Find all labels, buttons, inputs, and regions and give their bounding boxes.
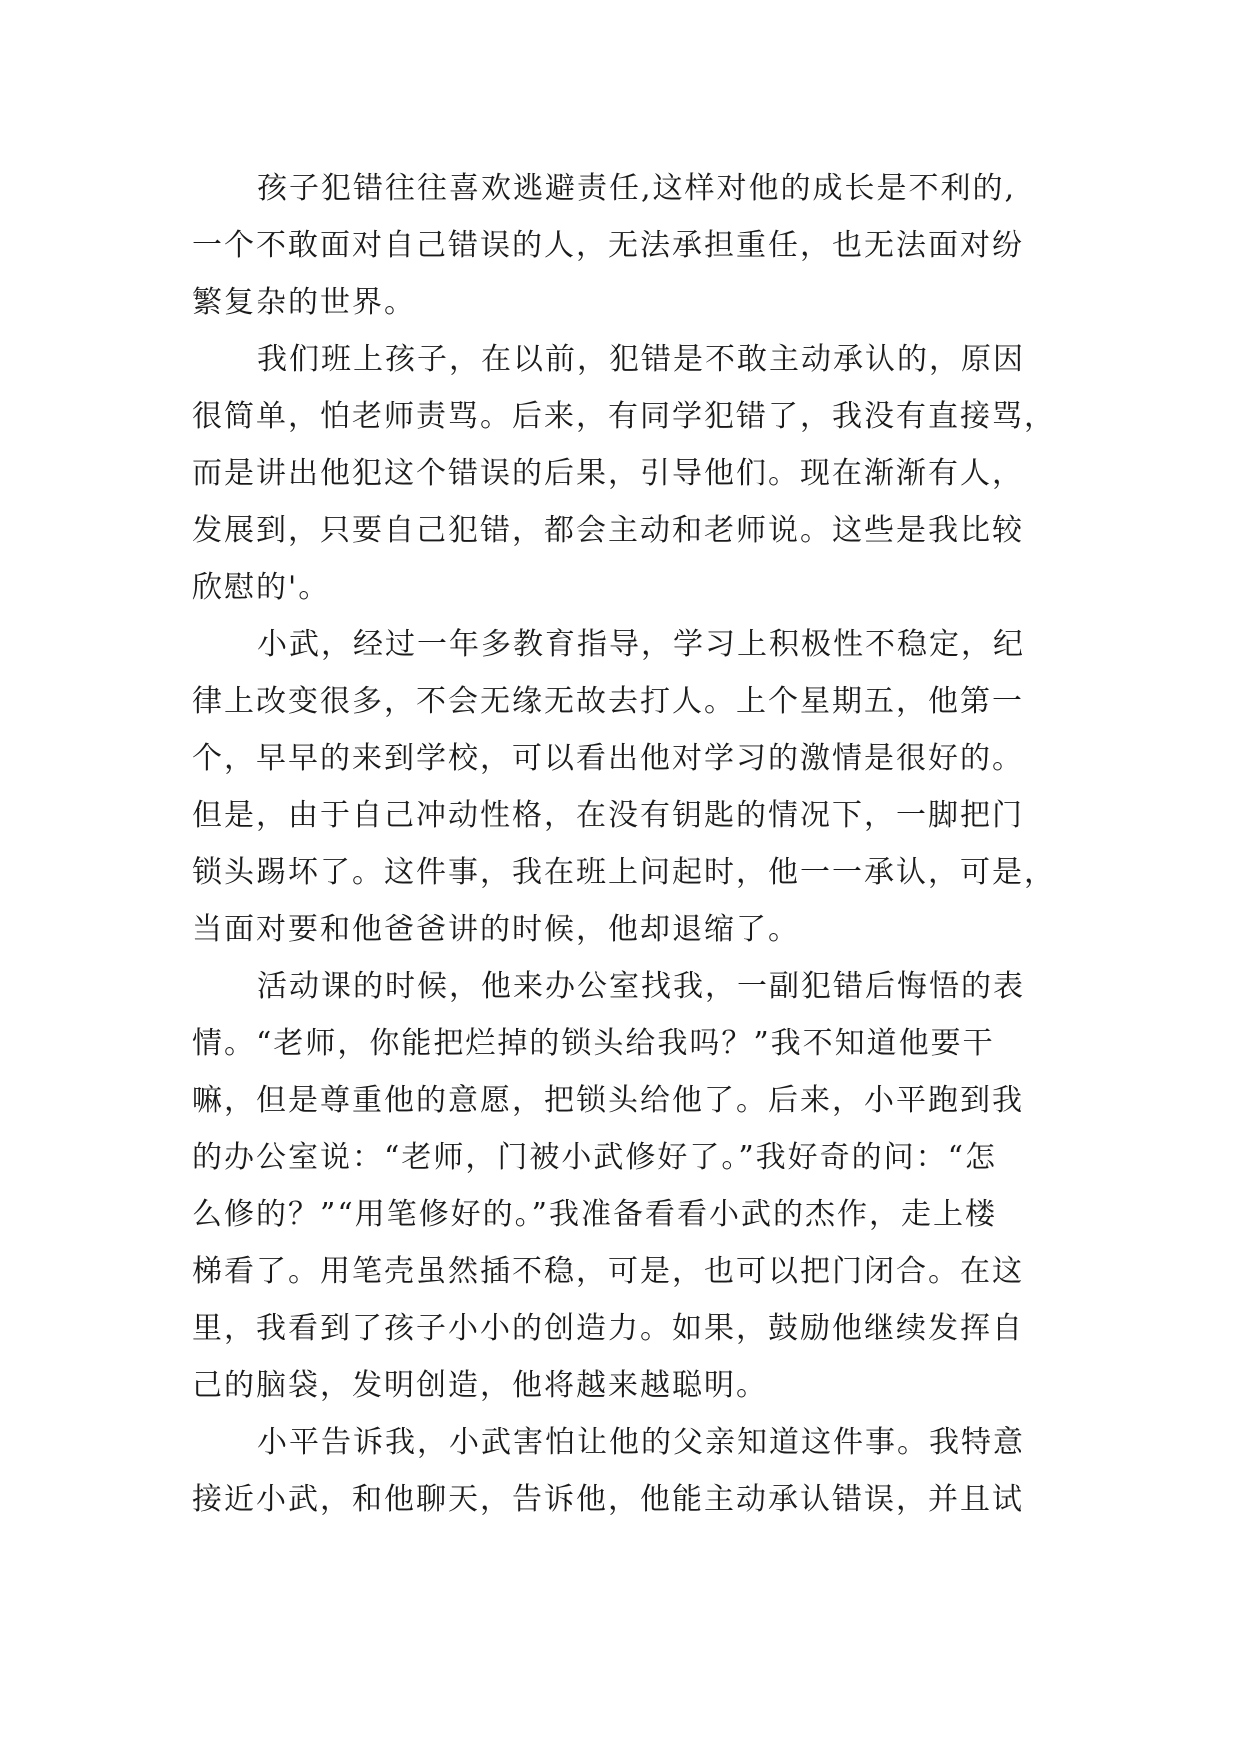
paragraph-line: 发展到，只要自己犯错，都会主动和老师说。这些是我比较 (192, 513, 1024, 548)
document-body (192, 160, 1072, 1528)
paragraph-line: 欣慰的'。 (192, 570, 331, 605)
paragraph-line: 锁头踢坏了。这件事，我在班上问起时，他一一承认，可是， (192, 855, 1056, 890)
paragraph-line: 里，我看到了孩子小小的创造力。如果，鼓励他继续发挥自 (192, 1311, 1024, 1346)
paragraph-5 (192, 1414, 1072, 1528)
paragraph-line: 繁复杂的世界。 (192, 285, 416, 320)
paragraph-line: 己的脑袋，发明创造，他将越来越聪明。 (192, 1368, 768, 1403)
paragraph-line: 情。“老师，你能把烂掉的锁头给我吗？”我不知道他要干 (192, 1026, 995, 1061)
paragraph-4 (192, 958, 1072, 1414)
paragraph-line: 梯看了。用笔壳虽然插不稳，可是，也可以把门闭合。在这 (192, 1254, 1024, 1289)
paragraph-3 (192, 616, 1072, 958)
paragraph-line: 小武，经过一年多教育指导，学习上积极性不稳定，纪 (257, 627, 1025, 662)
paragraph-line: 孩子犯错往往喜欢逃避责任,这样对他的成长是不利的, (257, 171, 1017, 206)
paragraph-line: 我们班上孩子，在以前，犯错是不敢主动承认的，原因 (257, 342, 1025, 377)
paragraph-line: 而是讲出他犯这个错误的后果，引导他们。现在渐渐有人， (192, 456, 1024, 491)
paragraph-line: 个，早早的来到学校，可以看出他对学习的激情是很好的。 (192, 741, 1024, 776)
paragraph-line: 律上改变很多，不会无缘无故去打人。上个星期五，他第一 (192, 684, 1024, 719)
paragraph-line: 当面对要和他爸爸讲的时候，他却退缩了。 (192, 912, 800, 947)
paragraph-line: 小平告诉我，小武害怕让他的父亲知道这件事。我特意 (257, 1425, 1025, 1460)
paragraph-line: 很简单，怕老师责骂。后来，有同学犯错了，我没有直接骂， (192, 399, 1056, 434)
paragraph-line: 么修的？”“用笔修好的。”我准备看看小武的杰作，走上楼 (192, 1197, 998, 1232)
paragraph-line: 活动课的时候，他来办公室找我，一副犯错后悔悟的表 (257, 969, 1025, 1004)
paragraph-line: 但是，由于自己冲动性格，在没有钥匙的情况下，一脚把门 (192, 798, 1024, 833)
paragraph-line: 的办公室说：“老师，门被小武修好了。”我好奇的问：“怎 (192, 1140, 998, 1175)
paragraph-line: 接近小武，和他聊天，告诉他，他能主动承认错误，并且试 (192, 1482, 1024, 1517)
paragraph-1 (192, 160, 1072, 331)
paragraph-2 (192, 331, 1072, 616)
paragraph-line: 嘛，但是尊重他的意愿，把锁头给他了。后来，小平跑到我 (192, 1083, 1024, 1118)
paragraph-line: 一个不敢面对自己错误的人，无法承担重任，也无法面对纷 (192, 228, 1024, 263)
